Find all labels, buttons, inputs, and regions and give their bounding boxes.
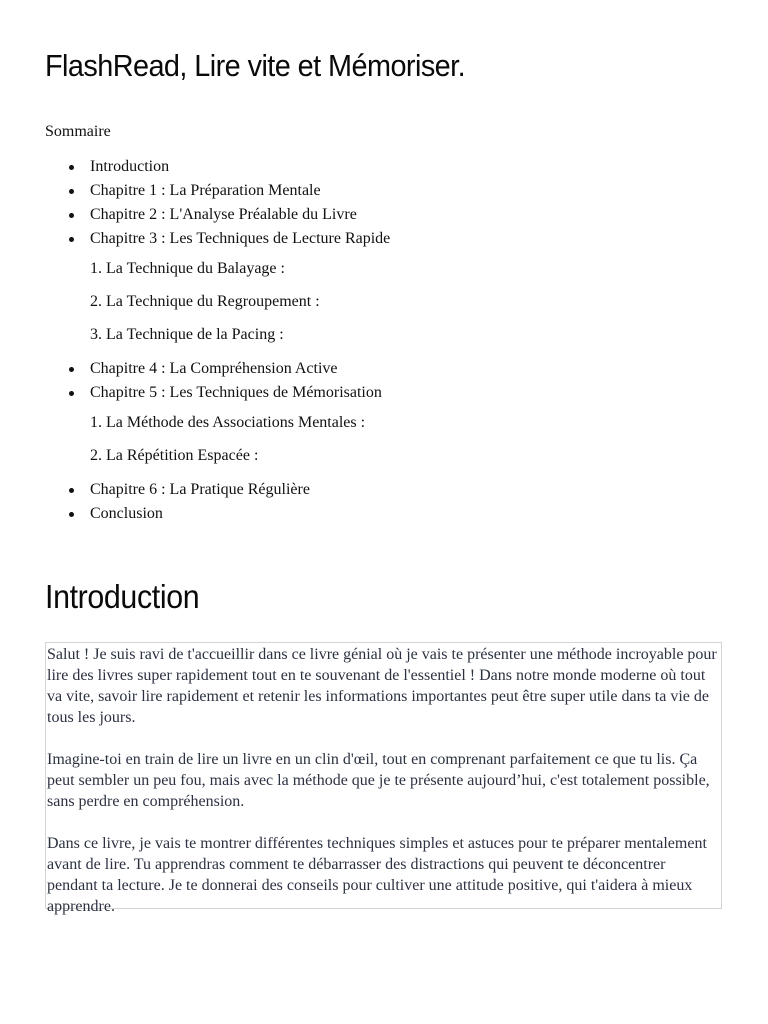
toc-item-chapitre-1[interactable]: Chapitre 1 : La Préparation Mentale [45,179,725,203]
toc-subitem-pacing[interactable]: 3. La Technique de la Pacing : [90,326,284,343]
toc-subitem-repetition[interactable]: 2. La Répétition Espacée : [90,447,259,464]
toc-item-introduction[interactable]: Introduction [45,155,725,179]
bullet-icon [69,165,74,170]
bullet-icon [69,488,74,493]
table-of-contents [45,155,725,526]
toc-subitem-balayage[interactable]: 1. La Technique du Balayage : [90,260,285,277]
introduction-text-box [45,642,722,915]
bullet-icon [69,189,74,194]
bullet-icon [69,237,74,242]
toc-sublist-chapitre-5 [45,413,725,466]
bullet-icon [69,512,74,517]
toc-item-chapitre-5[interactable]: Chapitre 5 : Les Techniques de Mémorisation [45,381,725,405]
toc-subitem-regroupement[interactable]: 2. La Technique du Regroupement : [90,293,320,310]
toc-item-chapitre-3[interactable]: Chapitre 3 : Les Techniques de Lecture Rapide [45,227,725,251]
toc-item-conclusion[interactable]: Conclusion [45,502,725,526]
toc-list [45,478,725,526]
toc-item-chapitre-2[interactable]: Chapitre 2 : L'Analyse Préalable du Livre [45,203,725,227]
intro-paragraph: Imagine-toi en train de lire un livre en un clin d'œil, tout en comprenant parfaitement ce que tu lis. Ça peut sembler un peu fou, mais avec la méthode que je te présente aujourd’hui, c'est totalement possible, sans perdre en compréhension. [47,751,710,810]
bullet-icon [69,213,74,218]
toc-label: Sommaire [45,123,111,140]
bullet-icon [69,391,74,396]
toc-list [45,155,725,251]
bullet-icon [69,367,74,372]
toc-item-chapitre-4[interactable]: Chapitre 4 : La Compréhension Active [45,357,725,381]
intro-paragraph: Dans ce livre, je vais te montrer différentes techniques simples et astuces pour te préparer mentalement avant de lire. Tu apprendras comment te débarrasser des distractions qui peuvent te déconcentrer pendant ta lecture. Je te donnerai des conseils pour cultiver une attitude positive, qui t'aidera à mieux apprendre. [47,835,707,915]
toc-item-chapitre-6[interactable]: Chapitre 6 : La Pratique Régulière [45,478,725,502]
toc-list [45,357,725,405]
intro-paragraph: Salut ! Je suis ravi de t'accueillir dans ce livre génial où je vais te présenter une méthode incroyable pour lire des livres super rapidement tout en te souvenant de l'essentiel ! Dans notre monde moderne où tout va vite, savoir lire rapidement et retenir les informations importantes peut être super utile dans ta vie de tous les jours. [47,646,717,726]
toc-sublist-chapitre-3 [45,259,725,345]
document-title: FlashRead, Lire vite et Mémoriser. [45,48,466,83]
introduction-heading: Introduction [45,578,200,615]
toc-subitem-associations[interactable]: 1. La Méthode des Associations Mentales : [90,414,366,431]
